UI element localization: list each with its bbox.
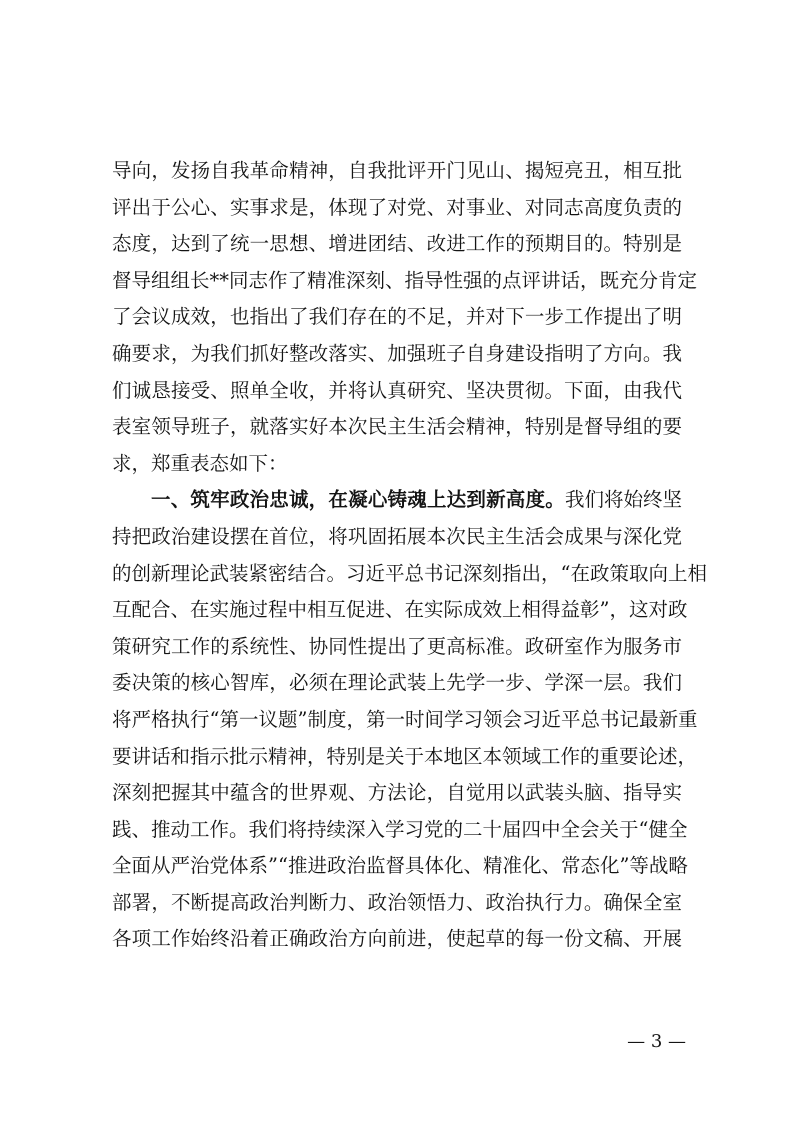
text-line: 督导组组长**同志作了精准深刻、指导性强的点评讲话，既充分肯定: [112, 268, 698, 292]
section-heading: 一、筑牢政治忠诚，在凝心铸魂上达到新高度。: [151, 488, 565, 512]
text-line: 了会议成效，也指出了我们存在的不足，并对下一步工作提出了明: [112, 305, 682, 329]
text-line: 互配合、在实施过程中相互促进、在实际成效上相得益彰”，这对政: [112, 598, 688, 622]
text-line: 深刻把握其中蕴含的世界观、方法论，自觉用以武装头脑、指导实: [112, 781, 682, 805]
text-line: 持把政治建设摆在首位，将巩固拓展本次民主生活会成果与深化党: [112, 524, 682, 548]
text-line: 导向，发扬自我革命精神，自我批评开门见山、揭短亮丑，相互批: [112, 159, 682, 182]
page-number: — 3 —: [627, 1031, 686, 1052]
body-text: [112, 153, 707, 958]
text-line: 的创新理论武装紧密结合。习近平总书记深刻指出，“在政策取向上相: [112, 561, 707, 585]
text-line: 各项工作始终沿着正确政治方向前进，使起草的每一份文稿、开展: [112, 927, 682, 951]
text-line: 表室领导班子，就落实好本次民主生活会精神，特别是督导组的要: [112, 415, 682, 439]
text-line: 全面从严治党体系”“推进政治监督具体化、精准化、常态化”等战略: [112, 854, 688, 878]
text-line: 确要求，为我们抓好整改落实、加强班子自身建设指明了方向。我: [112, 341, 682, 365]
text-line: 评出于公心、实事求是，体现了对党、对事业、对同志高度负责的: [112, 195, 682, 219]
section-heading-rest: 我们将始终坚: [564, 488, 682, 512]
text-line: 部署，不断提高政治判断力、政治领悟力、政治执行力。确保全室: [112, 890, 682, 914]
text-line: 将严格执行“第一议题”制度，第一时间学习领会习近平总书记最新重: [112, 707, 698, 731]
text-line: 践、推动工作。我们将持续深入学习党的二十届四中全会关于“健全: [112, 817, 688, 841]
section-heading-line: [112, 482, 682, 519]
text-line: 要讲话和指示批示精神，特别是关于本地区本领域工作的重要论述，: [112, 744, 698, 768]
text-line: 们诚恳接受、照单全收，并将认真研究、坚决贯彻。下面，由我代: [112, 378, 682, 402]
text-line: 求，郑重表态如下：: [112, 451, 288, 475]
text-line: 委决策的核心智库，必须在理论武装上先学一步、学深一层。我们: [112, 671, 682, 695]
text-line: 策研究工作的系统性、协同性提出了更高标准。政研室作为服务市: [112, 634, 682, 658]
text-line: 态度，达到了统一思想、增进团结、改进工作的预期目的。特别是: [112, 232, 682, 256]
